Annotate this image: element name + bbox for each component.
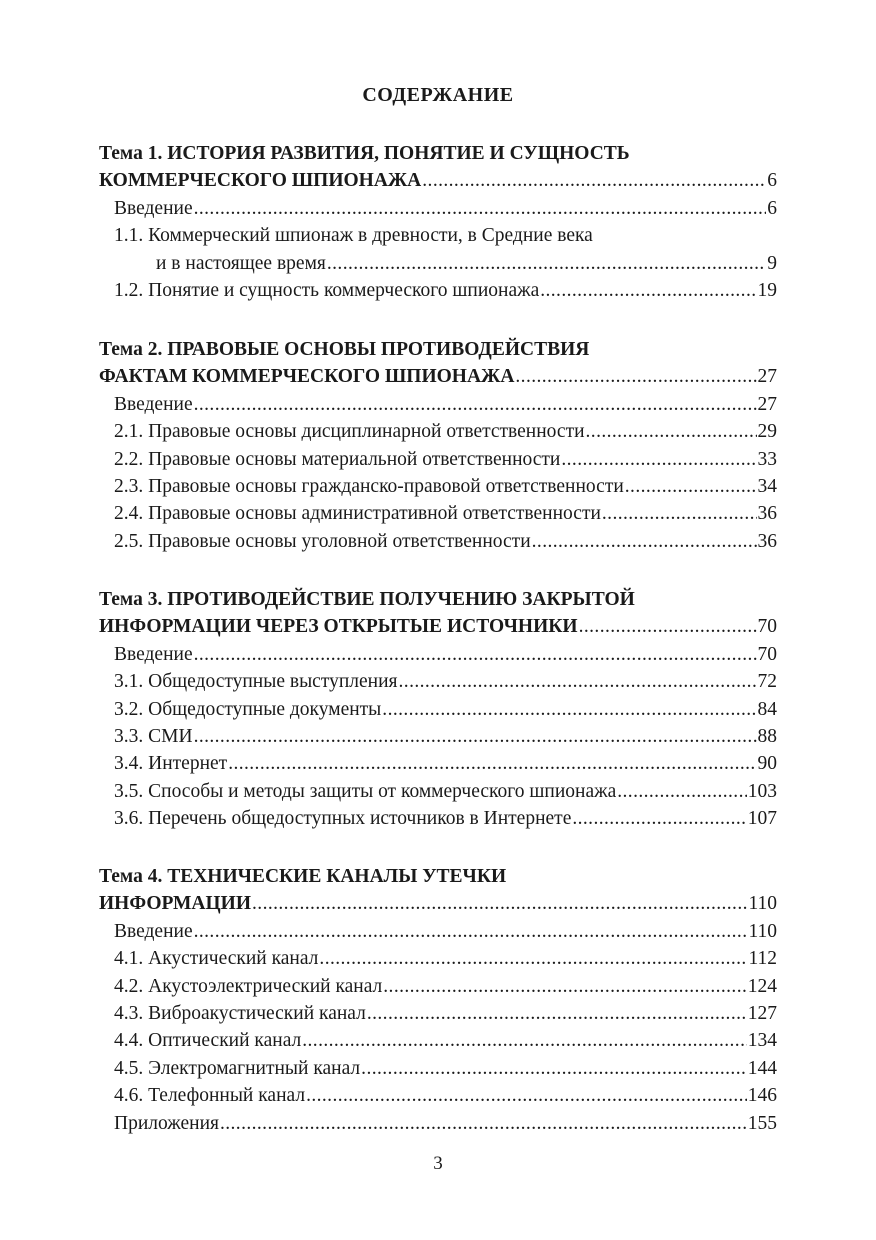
entry-label: 3.2. Общедоступные документы bbox=[114, 698, 382, 720]
toc-entry[interactable] bbox=[99, 696, 777, 723]
page-ref: 155 bbox=[747, 1112, 777, 1134]
entry-label: 1.2. Понятие и сущность коммерческого шпионажа bbox=[114, 279, 540, 301]
dot-leader bbox=[319, 945, 747, 972]
page-ref: 6 bbox=[767, 170, 777, 192]
page-ref: 9 bbox=[767, 252, 777, 274]
dot-leader bbox=[422, 167, 766, 194]
entry-label: 3.4. Интернет bbox=[114, 753, 228, 775]
entry-label: Введение bbox=[114, 643, 193, 665]
dot-leader bbox=[306, 1082, 747, 1109]
entry-label: 4.3. Виброакустический канал bbox=[114, 1002, 366, 1024]
dot-leader bbox=[220, 1110, 747, 1137]
toc-entry[interactable] bbox=[99, 918, 777, 945]
toc-entry[interactable] bbox=[99, 277, 777, 304]
topic-heading-line bbox=[99, 336, 777, 363]
toc-entry[interactable] bbox=[99, 973, 777, 1000]
entry-label: Приложения bbox=[114, 1112, 219, 1134]
page-ref: 33 bbox=[757, 448, 777, 470]
topic-heading-text: Тема 4. ТЕХНИЧЕСКИЕ КАНАЛЫ УТЕЧКИ bbox=[99, 866, 507, 887]
toc-entry[interactable] bbox=[99, 391, 777, 418]
page-ref: 84 bbox=[757, 698, 777, 720]
entry-label: Введение bbox=[114, 393, 193, 415]
dot-leader bbox=[399, 668, 757, 695]
entry-label: 4.4. Оптический канал bbox=[114, 1030, 302, 1052]
page-ref: 110 bbox=[748, 893, 777, 915]
entry-label: 2.5. Правовые основы уголовной ответственности bbox=[114, 530, 531, 552]
page-ref: 70 bbox=[757, 643, 777, 665]
entry-label: 4.6. Телефонный канал bbox=[114, 1085, 306, 1107]
page-ref: 144 bbox=[747, 1057, 777, 1079]
page-ref: 88 bbox=[757, 725, 777, 747]
page-ref: 19 bbox=[757, 279, 777, 301]
page-ref: 146 bbox=[747, 1085, 777, 1107]
toc-entry[interactable] bbox=[99, 446, 777, 473]
entry-label: 3.5. Способы и методы защиты от коммерческого шпионажа bbox=[114, 780, 617, 802]
toc-entry[interactable] bbox=[99, 222, 777, 249]
toc-topic-3 bbox=[99, 586, 777, 833]
dot-leader bbox=[194, 195, 767, 222]
topic-heading-line bbox=[99, 586, 777, 613]
dot-leader bbox=[361, 1055, 747, 1082]
toc-entry[interactable] bbox=[99, 418, 777, 445]
toc-entry[interactable] bbox=[99, 668, 777, 695]
page-ref: 72 bbox=[757, 671, 777, 693]
dot-leader bbox=[302, 1027, 747, 1054]
dot-leader bbox=[625, 473, 757, 500]
dot-leader bbox=[252, 890, 747, 917]
toc-topic-2 bbox=[99, 336, 777, 555]
topic-heading-text: ИНФОРМАЦИИ ЧЕРЕЗ ОТКРЫТЫЕ ИСТОЧНИКИ bbox=[99, 616, 578, 638]
dot-leader bbox=[194, 391, 757, 418]
toc-entry[interactable] bbox=[99, 613, 777, 640]
dot-leader bbox=[586, 418, 757, 445]
page-title: СОДЕРЖАНИЕ bbox=[362, 84, 514, 106]
entry-label: 1.1. Коммерческий шпионаж в древности, в Средние века bbox=[114, 225, 593, 247]
toc-entry[interactable] bbox=[99, 723, 777, 750]
toc-entry[interactable] bbox=[99, 195, 777, 222]
toc-entry[interactable] bbox=[99, 363, 777, 390]
page-ref: 36 bbox=[757, 503, 777, 525]
toc-entry[interactable] bbox=[99, 1110, 777, 1137]
entry-label: 3.1. Общедоступные выступления bbox=[114, 671, 398, 693]
dot-leader bbox=[194, 641, 757, 668]
dot-leader bbox=[561, 446, 756, 473]
entry-label: 4.2. Акустоэлектрический канал bbox=[114, 975, 383, 997]
entry-label: 4.1. Акустический канал bbox=[114, 948, 319, 970]
dot-leader bbox=[602, 500, 757, 527]
entry-label: 3.6. Перечень общедоступных источников в Интернете bbox=[114, 808, 572, 830]
page-ref: 107 bbox=[747, 808, 777, 830]
entry-label: 2.2. Правовые основы материальной ответственности bbox=[114, 448, 561, 470]
page-ref: 90 bbox=[757, 753, 777, 775]
page-number: 3 bbox=[433, 1153, 443, 1174]
dot-leader bbox=[617, 778, 747, 805]
dot-leader bbox=[327, 250, 766, 277]
page-ref: 103 bbox=[747, 780, 777, 802]
toc-entry-continuation[interactable] bbox=[99, 250, 777, 277]
entry-label: 4.5. Электромагнитный канал bbox=[114, 1057, 361, 1079]
topic-heading-text: Тема 1. ИСТОРИЯ РАЗВИТИЯ, ПОНЯТИЕ И СУЩНОСТЬ bbox=[99, 143, 630, 164]
toc-entry[interactable] bbox=[99, 1055, 777, 1082]
dot-leader bbox=[367, 1000, 747, 1027]
dot-leader bbox=[532, 528, 757, 555]
dot-leader bbox=[383, 973, 746, 1000]
entry-label: 3.3. СМИ bbox=[114, 725, 193, 747]
dot-leader bbox=[579, 613, 757, 640]
topic-heading-text: ИНФОРМАЦИИ bbox=[99, 893, 252, 915]
page-ref: 27 bbox=[757, 393, 777, 415]
toc-entry[interactable] bbox=[99, 750, 777, 777]
toc-entry[interactable] bbox=[99, 473, 777, 500]
toc-topic-4 bbox=[99, 863, 777, 1137]
toc-entry[interactable] bbox=[99, 1027, 777, 1054]
entry-label: 2.3. Правовые основы гражданско-правовой ответственности bbox=[114, 475, 624, 497]
page-ref: 112 bbox=[748, 948, 777, 970]
toc-entry[interactable] bbox=[99, 500, 777, 527]
page-ref: 29 bbox=[757, 421, 777, 443]
toc-entry[interactable] bbox=[99, 1082, 777, 1109]
dot-leader bbox=[194, 918, 748, 945]
toc-entry[interactable] bbox=[99, 167, 777, 194]
page-ref: 6 bbox=[767, 197, 777, 219]
toc-topic-1 bbox=[99, 140, 777, 304]
toc-entry[interactable] bbox=[99, 528, 777, 555]
toc-entry[interactable] bbox=[99, 890, 777, 917]
toc-entry[interactable] bbox=[99, 641, 777, 668]
page-ref: 70 bbox=[757, 616, 777, 638]
page-ref: 110 bbox=[748, 920, 777, 942]
toc-entry[interactable] bbox=[99, 778, 777, 805]
topic-heading-line bbox=[99, 863, 777, 890]
dot-leader bbox=[572, 805, 746, 832]
dot-leader bbox=[540, 277, 756, 304]
dot-leader bbox=[228, 750, 756, 777]
toc-entry[interactable] bbox=[99, 945, 777, 972]
dot-leader bbox=[515, 363, 756, 390]
entry-label: Введение bbox=[114, 920, 193, 942]
toc-entry[interactable] bbox=[99, 1000, 777, 1027]
entry-label: 2.1. Правовые основы дисциплинарной ответственности bbox=[114, 421, 585, 443]
page-ref: 27 bbox=[757, 366, 777, 388]
topic-heading-text: ФАКТАМ КОММЕРЧЕСКОГО ШПИОНАЖА bbox=[99, 366, 515, 388]
topic-heading-text: КОММЕРЧЕСКОГО ШПИОНАЖА bbox=[99, 170, 422, 192]
dot-leader bbox=[382, 696, 756, 723]
page-ref: 124 bbox=[747, 975, 777, 997]
page-ref: 34 bbox=[757, 475, 777, 497]
entry-label: 2.4. Правовые основы административной ответственности bbox=[114, 503, 601, 525]
entry-label: Введение bbox=[114, 197, 193, 219]
topic-heading-text: Тема 2. ПРАВОВЫЕ ОСНОВЫ ПРОТИВОДЕЙСТВИЯ bbox=[99, 339, 590, 360]
entry-label: и в настоящее время bbox=[156, 252, 326, 274]
topic-heading-text: Тема 3. ПРОТИВОДЕЙСТВИЕ ПОЛУЧЕНИЮ ЗАКРЫТОЙ bbox=[99, 589, 635, 610]
page-ref: 36 bbox=[757, 530, 777, 552]
topic-heading-line bbox=[99, 140, 777, 167]
page-ref: 127 bbox=[747, 1002, 777, 1024]
toc-entry[interactable] bbox=[99, 805, 777, 832]
dot-leader bbox=[194, 723, 757, 750]
page-ref: 134 bbox=[747, 1030, 777, 1052]
